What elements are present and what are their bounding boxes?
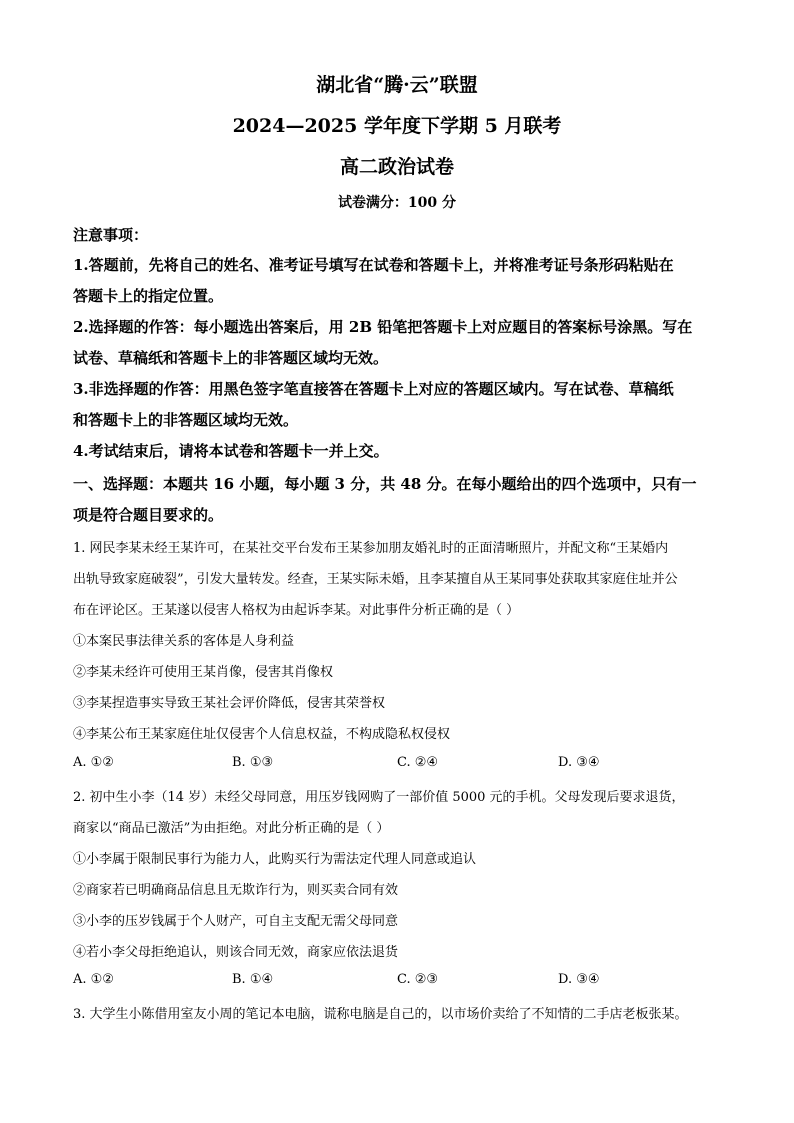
notice-line: 1.答题前，先将自己的姓名、准考证号填写在试卷和答题卡上，并将准考证号条形码粘贴在	[73, 256, 674, 274]
question-2-statement: ①小李属于限制民事行为能力人，此购买行为需法定代理人同意或追认	[73, 852, 477, 867]
notice-line: 答题卡上的指定位置。	[73, 287, 224, 305]
question-1-option-a: A. ①②	[73, 755, 114, 770]
question-2-option-a: A. ①②	[73, 972, 114, 987]
notice-line: 3.非选择题的作答：用黑色签字笔直接答在答题卡上对应的答题区域内。写在试卷、草稿纸	[73, 380, 674, 398]
question-2-statement: ④若小李父母拒绝追认，则该合同无效，商家应依法退货	[73, 945, 399, 960]
question-1-option-b: B. ①③	[232, 755, 274, 770]
notice-heading: 注意事项：	[73, 226, 149, 244]
question-1-statement: ②李某未经许可使用王某肖像，侵害其肖像权	[73, 665, 334, 680]
question-1-stem: 1. 网民李某未经王某许可，在某社交平台发布王某参加朋友婚礼时的正面清晰照片，并配文称“王某婚内	[73, 541, 669, 556]
full-score: 试卷满分：100 分	[337, 195, 457, 211]
notice-line: 4.考试结束后，请将本试卷和答题卡一并上交。	[73, 442, 389, 460]
question-1-stem: 出轨导致家庭破裂”，引发大量转发。经查，王某实际未婚，且李某擅自从王某同事处获取其家庭住址并公	[73, 572, 678, 587]
exam-title-alliance: 湖北省“腾·云”联盟	[316, 74, 478, 96]
notice-line: 和答题卡上的非答题区域均无效。	[73, 411, 299, 429]
question-1-option-c: C. ②④	[397, 755, 439, 770]
question-2-option-d: D. ③④	[558, 972, 600, 987]
question-1-statement: ④李某公布王某家庭住址仅侵害个人信息权益，不构成隐私权侵权	[73, 727, 451, 742]
notice-line: 2.选择题的作答：每小题选出答案后，用 2B 铅笔把答题卡上对应题目的答案标号涂黑。写在	[73, 318, 693, 336]
question-1-stem: 布在评论区。王某遂以侵害人格权为由起诉李某。对此事件分析正确的是（ ）	[73, 603, 520, 618]
exam-title-term: 2024—2025 学年度下学期 5 月联考	[232, 115, 562, 137]
question-1-statement: ③李某捏造事实导致王某社会评价降低，侵害其荣誉权	[73, 696, 386, 711]
exam-title-subject: 高二政治试卷	[339, 156, 454, 178]
question-2-option-c: C. ②③	[397, 972, 439, 987]
question-1-statement: ①本案民事法律关系的客体是人身利益	[73, 634, 295, 649]
question-1-option-d: D. ③④	[558, 755, 600, 770]
section-heading: 项是符合题目要求的。	[73, 506, 224, 524]
notice-line: 试卷、草稿纸和答题卡上的非答题区域均无效。	[73, 349, 389, 367]
section-heading: 一、选择题：本题共 16 小题，每小题 3 分，共 48 分。在每小题给出的四个选项中，只有一	[73, 475, 697, 493]
question-2-option-b: B. ①④	[232, 972, 274, 987]
question-2-statement: ②商家若已明确商品信息且无欺诈行为，则买卖合同有效	[73, 883, 399, 898]
question-2-stem: 2. 初中生小李（14 岁）未经父母同意，用压岁钱网购了一部价值 5000 元的手机。父母发现后要求退货，	[73, 790, 685, 805]
question-2-statement: ③小李的压岁钱属于个人财产，可自主支配无需父母同意	[73, 914, 399, 929]
question-3-stem: 3. 大学生小陈借用室友小周的笔记本电脑，谎称电脑是自己的，以市场价卖给了不知情的二手店老板张某。	[73, 1007, 688, 1022]
question-2-stem: 商家以“商品已激活”为由拒绝。对此分析正确的是（ ）	[73, 821, 390, 836]
